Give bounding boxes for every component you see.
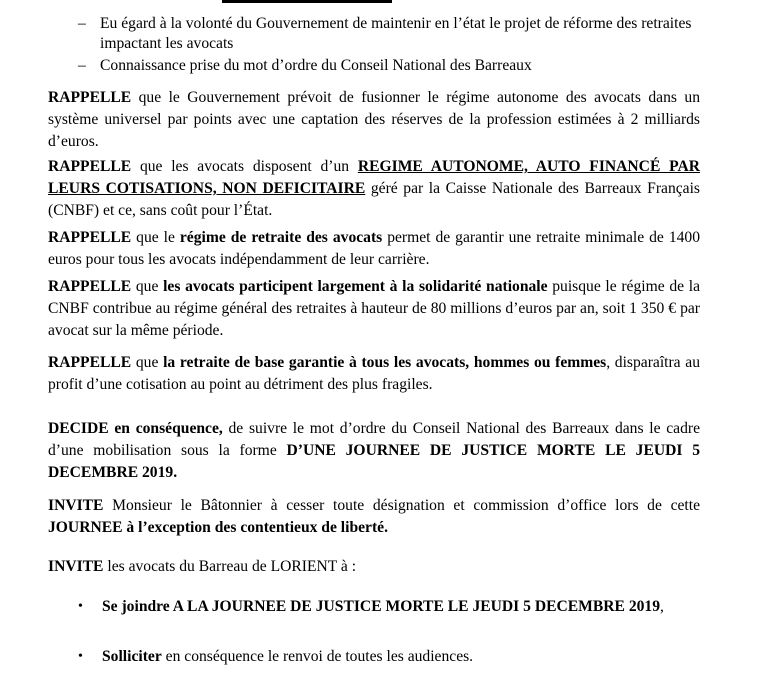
bullet-marker: •	[78, 649, 83, 664]
dash-item-1	[78, 14, 700, 54]
paragraph-rappelle-2	[48, 156, 700, 222]
text: que les avocats disposent d’un	[131, 158, 358, 175]
dash-marker: –	[78, 57, 86, 74]
bold-text: régime de retraite des avocats	[179, 229, 383, 246]
text: que	[131, 278, 164, 295]
paragraph-decide	[48, 418, 700, 484]
text: permet de garantir une retraite minimale de 1400 euros pour tous les avocats indépendamment de leur carrière.	[48, 229, 701, 268]
keyword: RAPPELLE	[48, 278, 132, 295]
text: puisque le régime de la CNBF contribue au régime général des retraites à hauteur de 80 millions d’euros par an, soit 1 350 € par avocat sur la même période.	[48, 278, 700, 339]
bullet-item-1	[78, 596, 700, 618]
bold-text: Solliciter	[102, 648, 162, 665]
keyword: RAPPELLE	[48, 158, 132, 175]
paragraph-rappelle-4	[48, 276, 700, 342]
text: que le	[131, 229, 180, 246]
dash-marker: –	[78, 15, 86, 32]
bold-text: la retraite de base garantie à tous les avocats, hommes ou femmes	[163, 354, 607, 371]
keyword: DECIDE en conséquence,	[48, 420, 223, 437]
text: en conséquence le renvoi de toutes les audiences.	[161, 648, 474, 665]
text: Monsieur le Bâtonnier à cesser toute désignation et commission d’office lors de cette	[103, 497, 700, 514]
text: , disparaîtra au profit d’une cotisation au point au détriment des plus fragiles.	[48, 354, 701, 393]
bold-text: les avocats participent largement à la solidarité nationale	[163, 278, 548, 295]
bold-text: JOURNEE à l’exception des contentieux de liberté.	[48, 519, 388, 536]
text: géré par la Caisse Nationale des Barreaux Français (CNBF) et ce, sans coût pour l’État.	[48, 180, 700, 219]
bullet-marker: •	[78, 599, 83, 614]
paragraph-invite-1	[48, 495, 700, 539]
paragraph-invite-2	[48, 556, 700, 578]
keyword: INVITE	[48, 558, 104, 575]
paragraph-rappelle-1	[48, 87, 700, 153]
underlined-bold-text: REGIME AUTONOME, AUTO FINANCÉ PAR LEURS COTISATIONS, NON DEFICITAIRE	[48, 158, 700, 197]
keyword: RAPPELLE	[48, 229, 132, 246]
dash-item-2	[78, 56, 700, 76]
bullet-item-2	[78, 646, 700, 668]
text: que	[131, 354, 164, 371]
keyword: RAPPELLE	[48, 89, 132, 106]
paragraph-rappelle-5	[48, 352, 700, 396]
text: de suivre le mot d’ordre du Conseil National des Barreaux dans le cadre d’une mobilisation sous la forme	[48, 420, 700, 459]
dash-text: Connaissance prise du mot d’ordre du Conseil National des Barreaux	[100, 57, 532, 74]
keyword: RAPPELLE	[48, 354, 132, 371]
top-rule	[222, 0, 392, 3]
text: que le Gouvernement prévoit de fusionner le régime autonome des avocats dans un système universel par points avec une captation des réserves de la profession estimées à 2 milliards d’euros.	[48, 89, 700, 150]
text: ,	[660, 598, 664, 615]
text: les avocats du Barreau de LORIENT à :	[103, 558, 357, 575]
dash-text: Eu égard à la volonté du Gouvernement de maintenir en l’état le projet de réforme des retraites impactant les avocats	[100, 15, 692, 52]
bold-text: Se joindre A LA JOURNEE DE JUSTICE MORTE LE JEUDI 5 DECEMBRE 2019	[102, 598, 661, 615]
keyword: INVITE	[48, 497, 104, 514]
paragraph-rappelle-3	[48, 227, 700, 271]
bold-text: D’UNE JOURNEE DE JUSTICE MORTE LE JEUDI 5 DECEMBRE 2019.	[48, 442, 700, 481]
